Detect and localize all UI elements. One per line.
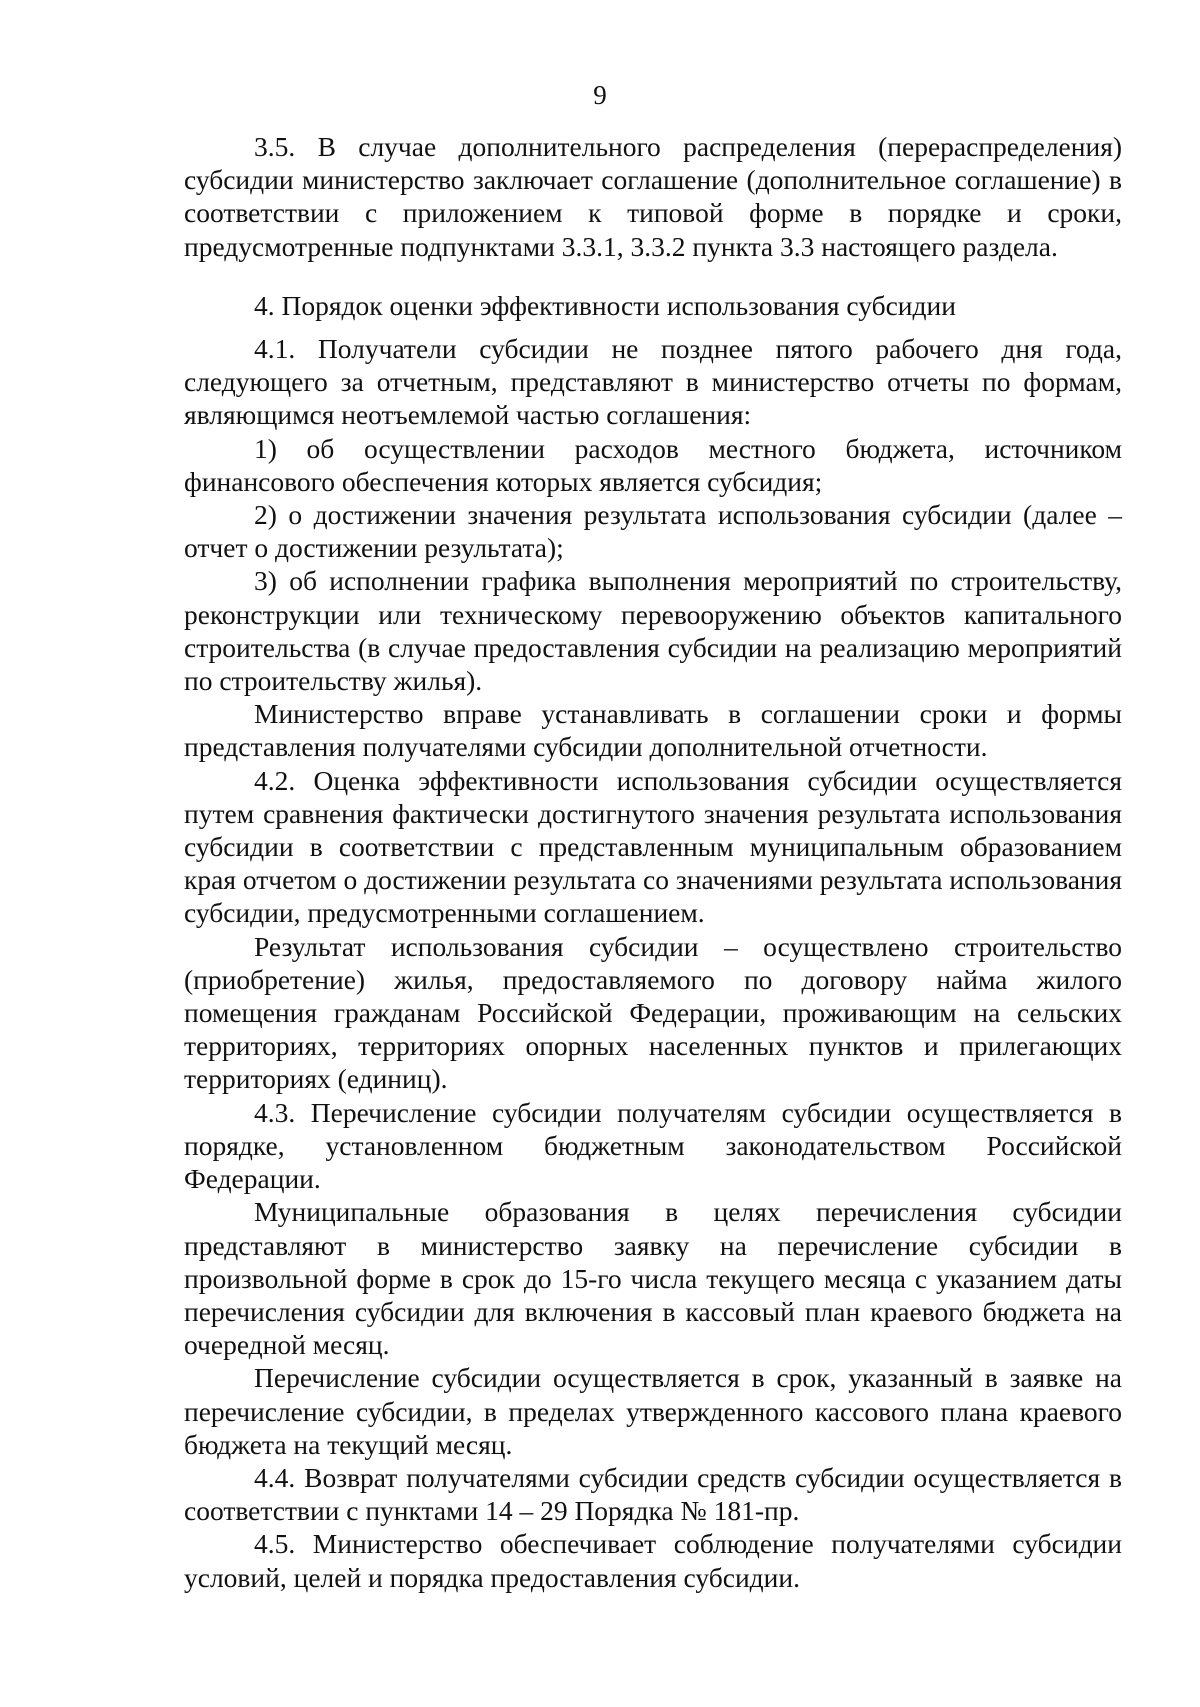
paragraph-4-1: 4.1. Получатели субсидии не позднее пятого рабочего дня года, следующего за отчетным, представляют в министерство отчеты по формам, являющимся неотъемлемой частью соглашения: bbox=[184, 333, 1122, 431]
paragraph-4-2-result: Результат использования субсидии – осуществлено строительство (приобретение) жилья, предоставляемого по договору найма жилого помещения гражданам Российской Федерации, проживающим на сельских территориях, территориях опорных населенных пунктов и прилегающих территориях (единиц). bbox=[184, 930, 1122, 1095]
paragraph-4-1-item-1: 1) об осуществлении расходов местного бюджета, источником финансового обеспечения которых является субсидия; bbox=[184, 432, 1122, 497]
paragraph-4-1-item-2: 2) о достижении значения результата использования субсидии (далее – отчет о достижении результата); bbox=[184, 499, 1122, 564]
paragraph-4-3-transfer: Перечисление субсидии осуществляется в срок, указанный в заявке на перечисление субсидии, в пределах утвержденного кассового плана краевого бюджета на текущий месяц. bbox=[184, 1362, 1122, 1460]
paragraph-4-3-municipal-request: Муниципальные образования в целях перечисления субсидии представляют в министерство заявку на перечисление субсидии в произвольной форме в срок до 15-го числа текущего месяца с указанием даты перечисления субсидии для включения в кассовый план краевого бюджета на очередной месяц. bbox=[184, 1196, 1122, 1361]
paragraph-3-5: 3.5. В случае дополнительного распределения (перераспределения) субсидии министерство заключает соглашение (дополнительное соглашение) в соответствии с приложением к типовой форме в порядке и сроки, предусмотренные подпунктами 3.3.1, 3.3.2 пункта 3.3 настоящего раздела. bbox=[184, 131, 1122, 262]
paragraph-4-1-item-3: 3) об исполнении графика выполнения мероприятий по строительству, реконструкции или техническому перевооружению объектов капитального строительства (в случае предоставления субсидии на реализацию мероприятий по строительству жилья). bbox=[184, 565, 1122, 697]
paragraph-4-1-additional-reporting: Министерство вправе устанавливать в соглашении сроки и формы представления получателями субсидии дополнительной отчетности. bbox=[184, 698, 1122, 763]
paragraph-4-4: 4.4. Возврат получателями субсидии средств субсидии осуществляется в соответствии с пунктами 14 – 29 Порядка № 181-пр. bbox=[184, 1461, 1122, 1527]
paragraph-4-5: 4.5. Министерство обеспечивает соблюдение получателями субсидии условий, целей и порядка предоставления субсидии. bbox=[184, 1528, 1122, 1593]
paragraph-4-2: 4.2. Оценка эффективности использования субсидии осуществляется путем сравнения фактически достигнутого значения результата использования субсидии в соответствии с представленным муниципальным образованием края отчетом о достижении результата со значениями результата использования субсидии, предусмотренными соглашением. bbox=[184, 764, 1122, 929]
page-number: 9 bbox=[593, 80, 607, 110]
document-body bbox=[184, 130, 1122, 1594]
section-4-heading: 4. Порядок оценки эффективности использования субсидии bbox=[254, 289, 956, 321]
paragraph-4-3: 4.3. Перечисление субсидии получателям субсидии осуществляется в порядке, установленном бюджетным законодательством Российской Федерации. bbox=[184, 1096, 1122, 1195]
